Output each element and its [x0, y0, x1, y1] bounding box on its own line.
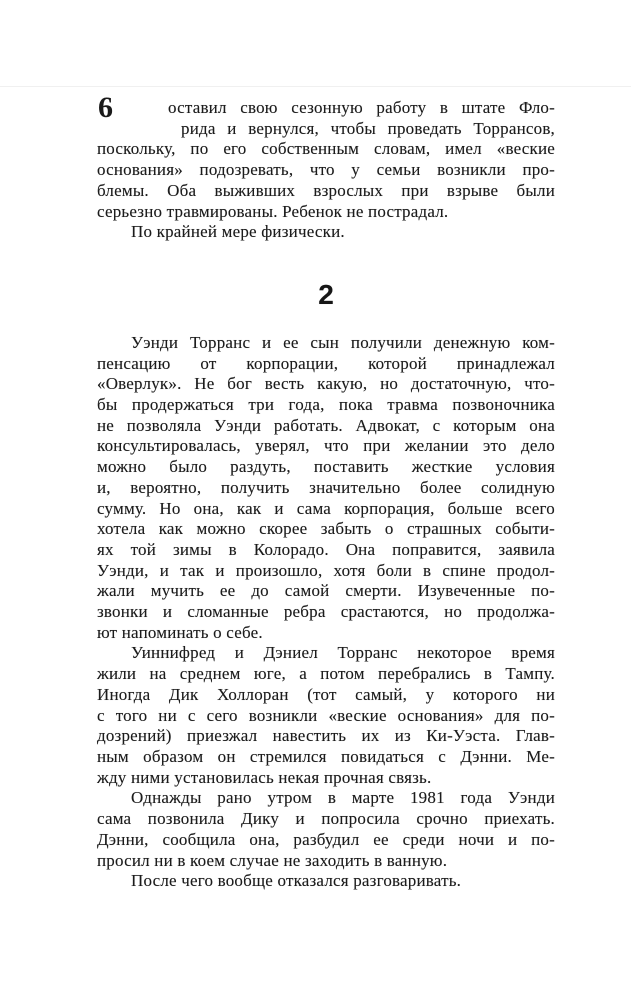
page-number: 6: [98, 91, 113, 124]
text-line: «Оверлук». Не бог весть какую, но достаточную, что-: [97, 374, 555, 394]
text-line: Иногда Дик Холлоран (тот самый, у которого ни: [97, 684, 555, 704]
text-line: не позволяла Уэнди работать. Адвокат, с которым она: [97, 415, 555, 435]
text-line: серьезно травмированы. Ребенок не пострадал.: [97, 201, 449, 221]
text-line: жили на среднем юге, а потом перебрались в Тампу.: [97, 664, 555, 684]
text-line: блемы. Оба выживших взрослых при взрыве были: [97, 180, 555, 200]
text-line: основания» подозревать, что у семьи возникли про-: [97, 160, 555, 180]
text-line: оставил свою сезонную работу в штате Фло-: [168, 98, 555, 117]
scan-artifact-line: [0, 86, 631, 87]
text-line: Уиннифред и Дэниел Торранс некоторое время: [131, 643, 555, 663]
text-line: Однажды рано утром в марте 1981 года Уэнди: [131, 788, 555, 808]
text-line: звонки и сломанные ребра срастаются, но продолжа-: [97, 602, 555, 622]
paragraph: [97, 871, 555, 892]
text-line: жду ними установилась некая прочная связь.: [97, 767, 432, 787]
text-line: просил ни в коем случае не заходить в ванную.: [97, 850, 448, 870]
text-line: ях той зимы в Колорадо. Она поправится, заявила: [97, 539, 555, 559]
section-heading: 2: [318, 278, 334, 310]
text-line: сумму. Но она, как и сама корпорация, больше всего: [97, 498, 555, 518]
text-line: жали мучить ее до самой смерти. Изувеченные по-: [97, 581, 555, 601]
text-line: ным образом он стремился повидаться с Дэнни. Ме-: [97, 746, 555, 766]
text-line: Уэнди, и так и произошло, хотя боли в спине продол-: [97, 560, 555, 580]
text-body: [97, 98, 555, 892]
text-line: поскольку, по его собственным словам, имел «веские: [97, 139, 555, 159]
text-line: рида и вернулся, чтобы проведать Торрансов,: [181, 118, 555, 138]
text-line: бы продержаться три года, пока травма позвоночника: [97, 395, 555, 415]
text-line: можно было раздуть, поставить жесткие условия: [97, 457, 555, 477]
text-line: По крайней мере физически.: [131, 222, 345, 242]
text-line: После чего вообще отказался разговаривать.: [131, 871, 462, 891]
text-line: Дэнни, сообщила она, разбудил ее среди ночи и по-: [97, 829, 555, 849]
text-line: ют напоминать о себе.: [97, 622, 263, 642]
text-line: Уэнди Торранс и ее сын получили денежную ком-: [131, 332, 555, 352]
paragraph: [97, 788, 555, 871]
paragraph: [97, 222, 555, 243]
paragraph: [97, 98, 555, 222]
text-line: дозрений) приезжал навестить их из Ки-Уэста. Глав-: [97, 726, 555, 746]
text-line: хотела как можно скорее забыть о страшных событи-: [97, 519, 555, 539]
paragraph: [97, 643, 555, 788]
paragraph: [97, 333, 555, 644]
text-line: и, вероятно, получить значительно более солидную: [97, 477, 555, 497]
text-line: с того ни с сего возникли «веские основания» для по-: [97, 705, 555, 725]
text-line: сама позвонила Дику и попросила срочно приехать.: [97, 809, 555, 829]
text-line: пенсацию от корпорации, которой принадлежал: [97, 353, 555, 373]
text-line: консультировалась, уверял, что при желании это дело: [97, 436, 555, 456]
